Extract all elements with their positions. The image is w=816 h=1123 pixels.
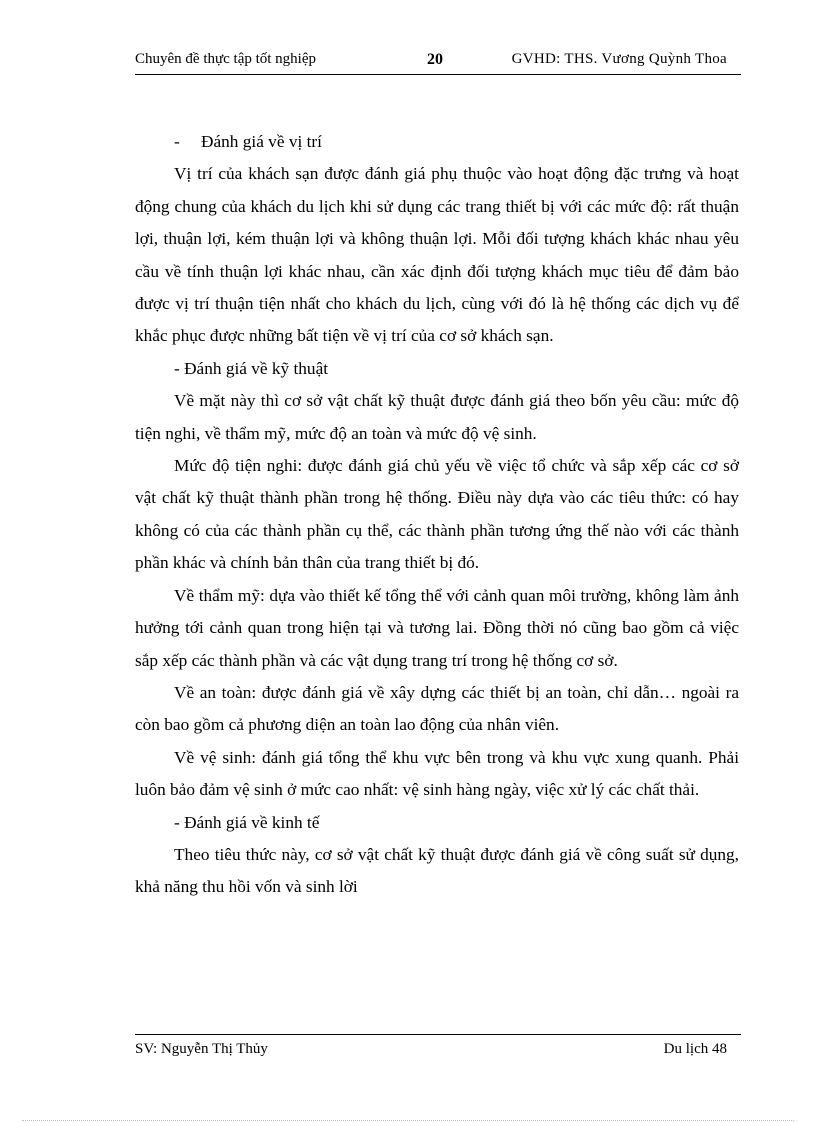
paragraph-hygiene: Về vệ sinh: đánh giá tổng thể khu vực bên trong và khu vực xung quanh. Phải luôn bảo đảm vệ sinh ở mức cao nhất: vệ sinh hàng ngày, việc xử lý các chất thải. (135, 747, 739, 800)
footer-class: Du lịch 48 (663, 1041, 727, 1057)
bullet-location-heading (135, 126, 739, 158)
bullet-location-text: Đánh giá về vị trí (201, 132, 322, 151)
paragraph-comfort: Mức độ tiện nghi: được đánh giá chủ yếu về việc tổ chức và sắp xếp các cơ sở vật chất kỹ thuật thành phần trong hệ thống. Điều này dựa vào các tiêu thức: có hay không có của các thành phần cụ thể, các thành phần tương ứng thế nào với các thành phần khác và chính bản thân của trang thiết bị đó. (135, 456, 739, 573)
footer-student-name: SV: Nguyễn Thị Thủy (135, 1041, 268, 1057)
heading-economic: - Đánh giá về kinh tế (174, 812, 320, 832)
header-page-number: 20 (427, 51, 443, 68)
header-supervisor: GVHD: THS. Vương Quỳnh Thoa (511, 51, 727, 67)
page-header (135, 46, 741, 75)
heading-technical: - Đánh giá về kỹ thuật (174, 358, 329, 378)
paragraph-safety: Về an toàn: được đánh giá về xây dựng các thiết bị an toàn, chỉ dẫn… ngoài ra còn bao gồm cả phương diện an toàn lao động của nhân viên. (135, 682, 739, 735)
paragraph-location: Vị trí của khách sạn được đánh giá phụ thuộc vào hoạt động đặc trưng và hoạt động chung của khách du lịch khi sử dụng các trang thiết bị với các mức độ: rất thuận lợi, thuận lợi, kém thuận lợi và không thuận lợi. Mỗi đối tượng khách khác nhau yêu cầu về tính thuận lợi khác nhau, cần xác định đối tượng khách mục tiêu để đảm bảo được vị trí thuận tiện nhất cho khách du lịch, cùng với đó là hệ thống các dịch vụ để khắc phục được những bất tiện về vị trí của cơ sở khách sạn. (135, 164, 739, 346)
paragraph-aesthetics: Về thẩm mỹ: dựa vào thiết kế tổng thể với cảnh quan môi trường, không làm ảnh hưởng tới cảnh quan trong hiện tại và tương lai. Đồng thời nó cũng bao gồm cả việc sắp xếp các thành phần và các vật dụng trang trí trong hệ thống cơ sở. (135, 585, 739, 670)
page-bottom-edge (22, 1120, 794, 1121)
paragraph-economic: Theo tiêu thức này, cơ sở vật chất kỹ thuật được đánh giá về công suất sử dụng, khả năng thu hồi vốn và sinh lời (135, 844, 739, 897)
page-body (135, 126, 739, 904)
page-footer (135, 1034, 741, 1057)
header-document-title: Chuyên đề thực tập tốt nghiệp (135, 51, 317, 67)
paragraph-technical: Về mặt này thì cơ sở vật chất kỹ thuật được đánh giá theo bốn yêu cầu: mức độ tiện nghi, về thẩm mỹ, mức độ an toàn và mức độ vệ sinh. (135, 391, 739, 443)
bullet-dash: - (174, 132, 180, 151)
